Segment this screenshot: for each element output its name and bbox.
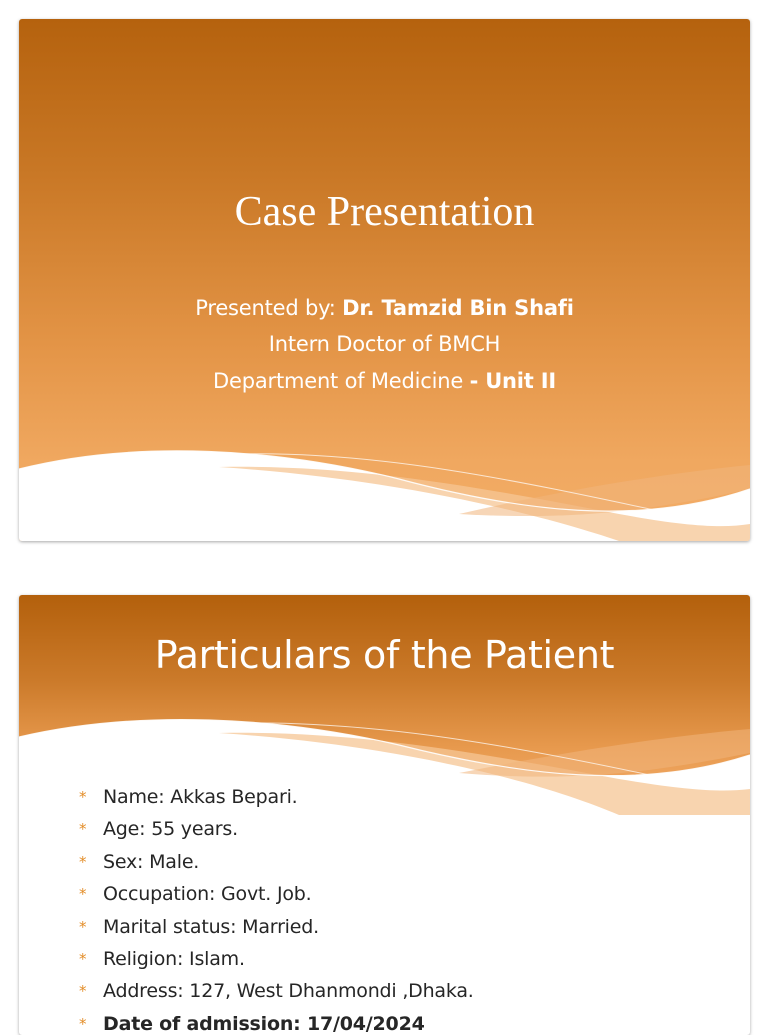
list-item [79,846,474,878]
patient-name: Name: Akkas Bepari. [103,786,298,808]
asterisk-bullet-icon: * [79,917,87,936]
asterisk-bullet-icon: * [79,820,87,839]
list-item [79,975,474,1007]
patient-religion: Religion: Islam. [103,947,245,970]
patient-age: Age: 55 years. [103,818,238,841]
asterisk-bullet-icon: * [79,949,87,968]
list-item [79,878,474,910]
list-item [79,911,474,943]
department-label: Department of Medicine [213,369,470,393]
title-slide[interactable] [19,19,750,541]
presentation-title: Case Presentation [234,189,535,235]
patient-occupation: Occupation: Govt. Job. [103,883,312,906]
list-item [79,943,474,975]
asterisk-bullet-icon: * [79,1014,87,1033]
patient-details-list [79,781,474,1035]
asterisk-bullet-icon: * [79,852,87,871]
slide-title: Particulars of the Patient [154,633,615,677]
patient-sex: Sex: Male. [103,850,200,873]
wave-decoration [19,419,750,541]
patient-particulars-slide[interactable] [19,595,750,1035]
asterisk-bullet-icon: * [79,788,87,806]
department-line [19,369,750,393]
list-item [79,813,474,845]
patient-address: Address: 127, West Dhanmondi ,Dhaka. [103,980,474,1003]
unit-label: - Unit II [469,369,556,393]
presenter-line [19,296,750,320]
asterisk-bullet-icon: * [79,982,87,1001]
list-item [79,781,474,813]
presenter-name: Dr. Tamzid Bin Shafi [342,296,574,320]
presenter-role: Intern Doctor of BMCH [268,332,501,356]
list-item [79,1008,474,1035]
presented-by-label: Presented by: [195,296,343,320]
admission-date: Date of admission: 17/04/2024 [103,1012,425,1035]
patient-marital-status: Marital status: Married. [103,915,319,938]
asterisk-bullet-icon: * [79,885,87,904]
